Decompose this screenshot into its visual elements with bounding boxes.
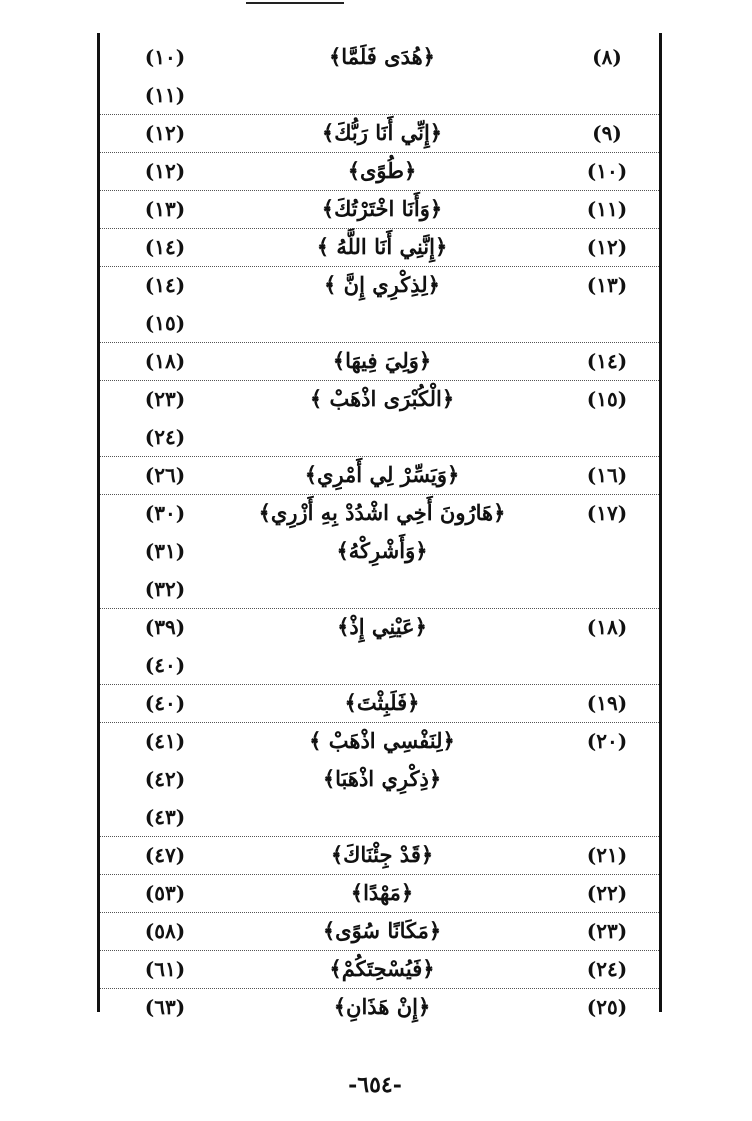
row-line — [97, 190, 662, 228]
entry-number: (٢٠) — [586, 729, 628, 753]
quran-word — [227, 570, 537, 608]
verse-reference: (١٨) — [144, 349, 186, 373]
verse-reference: (١٥) — [144, 311, 186, 335]
row-line — [97, 304, 662, 342]
quran-word: ﴿طُوًى﴾ — [347, 158, 417, 183]
entry-number: (١٥) — [586, 387, 628, 411]
quran-word: ﴿لِذِكْرِي إِنَّ ﴾ — [324, 272, 440, 297]
verse-reference: (٤٣) — [144, 805, 186, 829]
quran-word — [227, 76, 537, 114]
row-line — [97, 798, 662, 836]
entry-number: (١١) — [586, 197, 628, 221]
row-line — [97, 912, 662, 950]
entry-number: (١٩) — [586, 691, 628, 715]
verse-reference: (٥٨) — [144, 919, 186, 943]
table-row — [97, 912, 662, 950]
row-line — [97, 608, 662, 646]
quran-word — [227, 646, 537, 684]
quran-word: ﴿عَيْنِي إِذْ﴾ — [337, 614, 427, 639]
quran-word: ﴿وَلِيَ فِيهَا﴾ — [332, 348, 432, 373]
table-row — [97, 608, 662, 684]
verse-reference: (١٤) — [144, 273, 186, 297]
quran-word: ﴿مَهْدًا﴾ — [350, 880, 414, 905]
quran-word — [227, 304, 537, 342]
verse-reference: (٣٠) — [144, 501, 186, 525]
table-row — [97, 456, 662, 494]
quran-word: ﴿هُدَى فَلَمَّا﴾ — [329, 44, 435, 69]
verse-reference: (٦٣) — [144, 995, 186, 1019]
table-row — [97, 190, 662, 228]
verse-reference: (٣١) — [144, 539, 186, 563]
verse-reference: (١٤) — [144, 235, 186, 259]
row-line — [97, 38, 662, 76]
table-row — [97, 228, 662, 266]
entry-number: (١٢) — [586, 235, 628, 259]
entry-number: (٩) — [592, 121, 622, 145]
quran-word: ﴿ذِكْرِي اذْهَبَا﴾ — [322, 766, 442, 791]
quran-word: ﴿إِنِّي أَنَا رَبُّكَ﴾ — [321, 120, 443, 145]
verse-reference: (٢٤) — [144, 425, 186, 449]
verse-reference: (٣٩) — [144, 615, 186, 639]
table-row — [97, 152, 662, 190]
row-line — [97, 532, 662, 570]
verse-reference: (٢٣) — [144, 387, 186, 411]
verse-reference: (٦١) — [144, 957, 186, 981]
table-row — [97, 38, 662, 114]
entry-number: (٢٤) — [586, 957, 628, 981]
row-line — [97, 266, 662, 304]
verse-reference: (٢٦) — [144, 463, 186, 487]
row-line — [97, 456, 662, 494]
verse-reference: (٤١) — [144, 729, 186, 753]
quran-word: ﴿هَارُونَ أَخِي اشْدُدْ بِهِ أَزْرِي﴾ — [258, 500, 506, 525]
entry-number: (١٣) — [586, 273, 628, 297]
quran-word: ﴿مَكَانًا سُوًى﴾ — [322, 918, 442, 943]
verse-reference: (١٠) — [144, 45, 186, 69]
entry-number: (٨) — [592, 45, 622, 69]
quran-word: ﴿إِنْ هَذَانِ﴾ — [333, 994, 431, 1019]
top-rule — [246, 2, 344, 4]
entry-number: (١٧) — [586, 501, 628, 525]
row-line — [97, 114, 662, 152]
table-row — [97, 494, 662, 608]
verse-reference: (٤٧) — [144, 843, 186, 867]
quran-word: ﴿فَلَبِثْتَ﴾ — [344, 690, 420, 715]
page-number: -٦٥٤- — [348, 1072, 402, 1098]
verse-reference: (١٢) — [144, 121, 186, 145]
quran-word: ﴿وَأَشْرِكْهُ﴾ — [336, 538, 428, 563]
entry-number: (٢٣) — [586, 919, 628, 943]
verse-reference: (٤٠) — [144, 691, 186, 715]
entry-number: (١٦) — [586, 463, 628, 487]
table-row — [97, 342, 662, 380]
row-line — [97, 684, 662, 722]
table-row — [97, 380, 662, 456]
entry-number: (٢٥) — [586, 995, 628, 1019]
verse-reference: (١١) — [144, 83, 186, 107]
entry-number: (١٠) — [586, 159, 628, 183]
table-row — [97, 874, 662, 912]
row-line — [97, 494, 662, 532]
verse-reference: (٤٠) — [144, 653, 186, 677]
row-line — [97, 988, 662, 1026]
row-line — [97, 836, 662, 874]
table-row — [97, 684, 662, 722]
table-row — [97, 950, 662, 988]
row-line — [97, 874, 662, 912]
row-line — [97, 570, 662, 608]
entry-number: (١٨) — [586, 615, 628, 639]
row-line — [97, 418, 662, 456]
table-row — [97, 836, 662, 874]
entry-number: (١٤) — [586, 349, 628, 373]
row-line — [97, 722, 662, 760]
row-line — [97, 228, 662, 266]
quran-word: ﴿فَيُسْحِتَكُمْ﴾ — [329, 956, 435, 981]
quran-word — [227, 418, 537, 456]
verse-reference: (٣٢) — [144, 577, 186, 601]
quran-word: ﴿قَدْ جِئْنَاكَ﴾ — [330, 842, 434, 867]
row-line — [97, 152, 662, 190]
row-line — [97, 380, 662, 418]
quran-word: ﴿إِنَّنِي أَنَا اللَّهُ ﴾ — [316, 234, 448, 259]
verse-reference: (١٢) — [144, 159, 186, 183]
quran-word: ﴿وَيَسِّرْ لِي أَمْرِي﴾ — [304, 462, 460, 487]
row-line — [97, 342, 662, 380]
entry-number: (٢١) — [586, 843, 628, 867]
table-row — [97, 988, 662, 1026]
quran-word: ﴿لِنَفْسِي اذْهَبْ ﴾ — [309, 728, 455, 753]
quran-word — [227, 798, 537, 836]
table-row — [97, 722, 662, 836]
row-line — [97, 76, 662, 114]
row-line — [97, 760, 662, 798]
table-row — [97, 266, 662, 342]
verse-reference: (٤٢) — [144, 767, 186, 791]
entry-number: (٢٢) — [586, 881, 628, 905]
quran-word: ﴿وَأَنَا اخْتَرْتُكَ﴾ — [321, 196, 443, 221]
verse-reference: (١٣) — [144, 197, 186, 221]
quran-word: ﴿الْكُبْرَى اذْهَبْ ﴾ — [309, 386, 455, 411]
row-line — [97, 950, 662, 988]
row-line — [97, 646, 662, 684]
verse-reference: (٥٣) — [144, 881, 186, 905]
table-row — [97, 114, 662, 152]
